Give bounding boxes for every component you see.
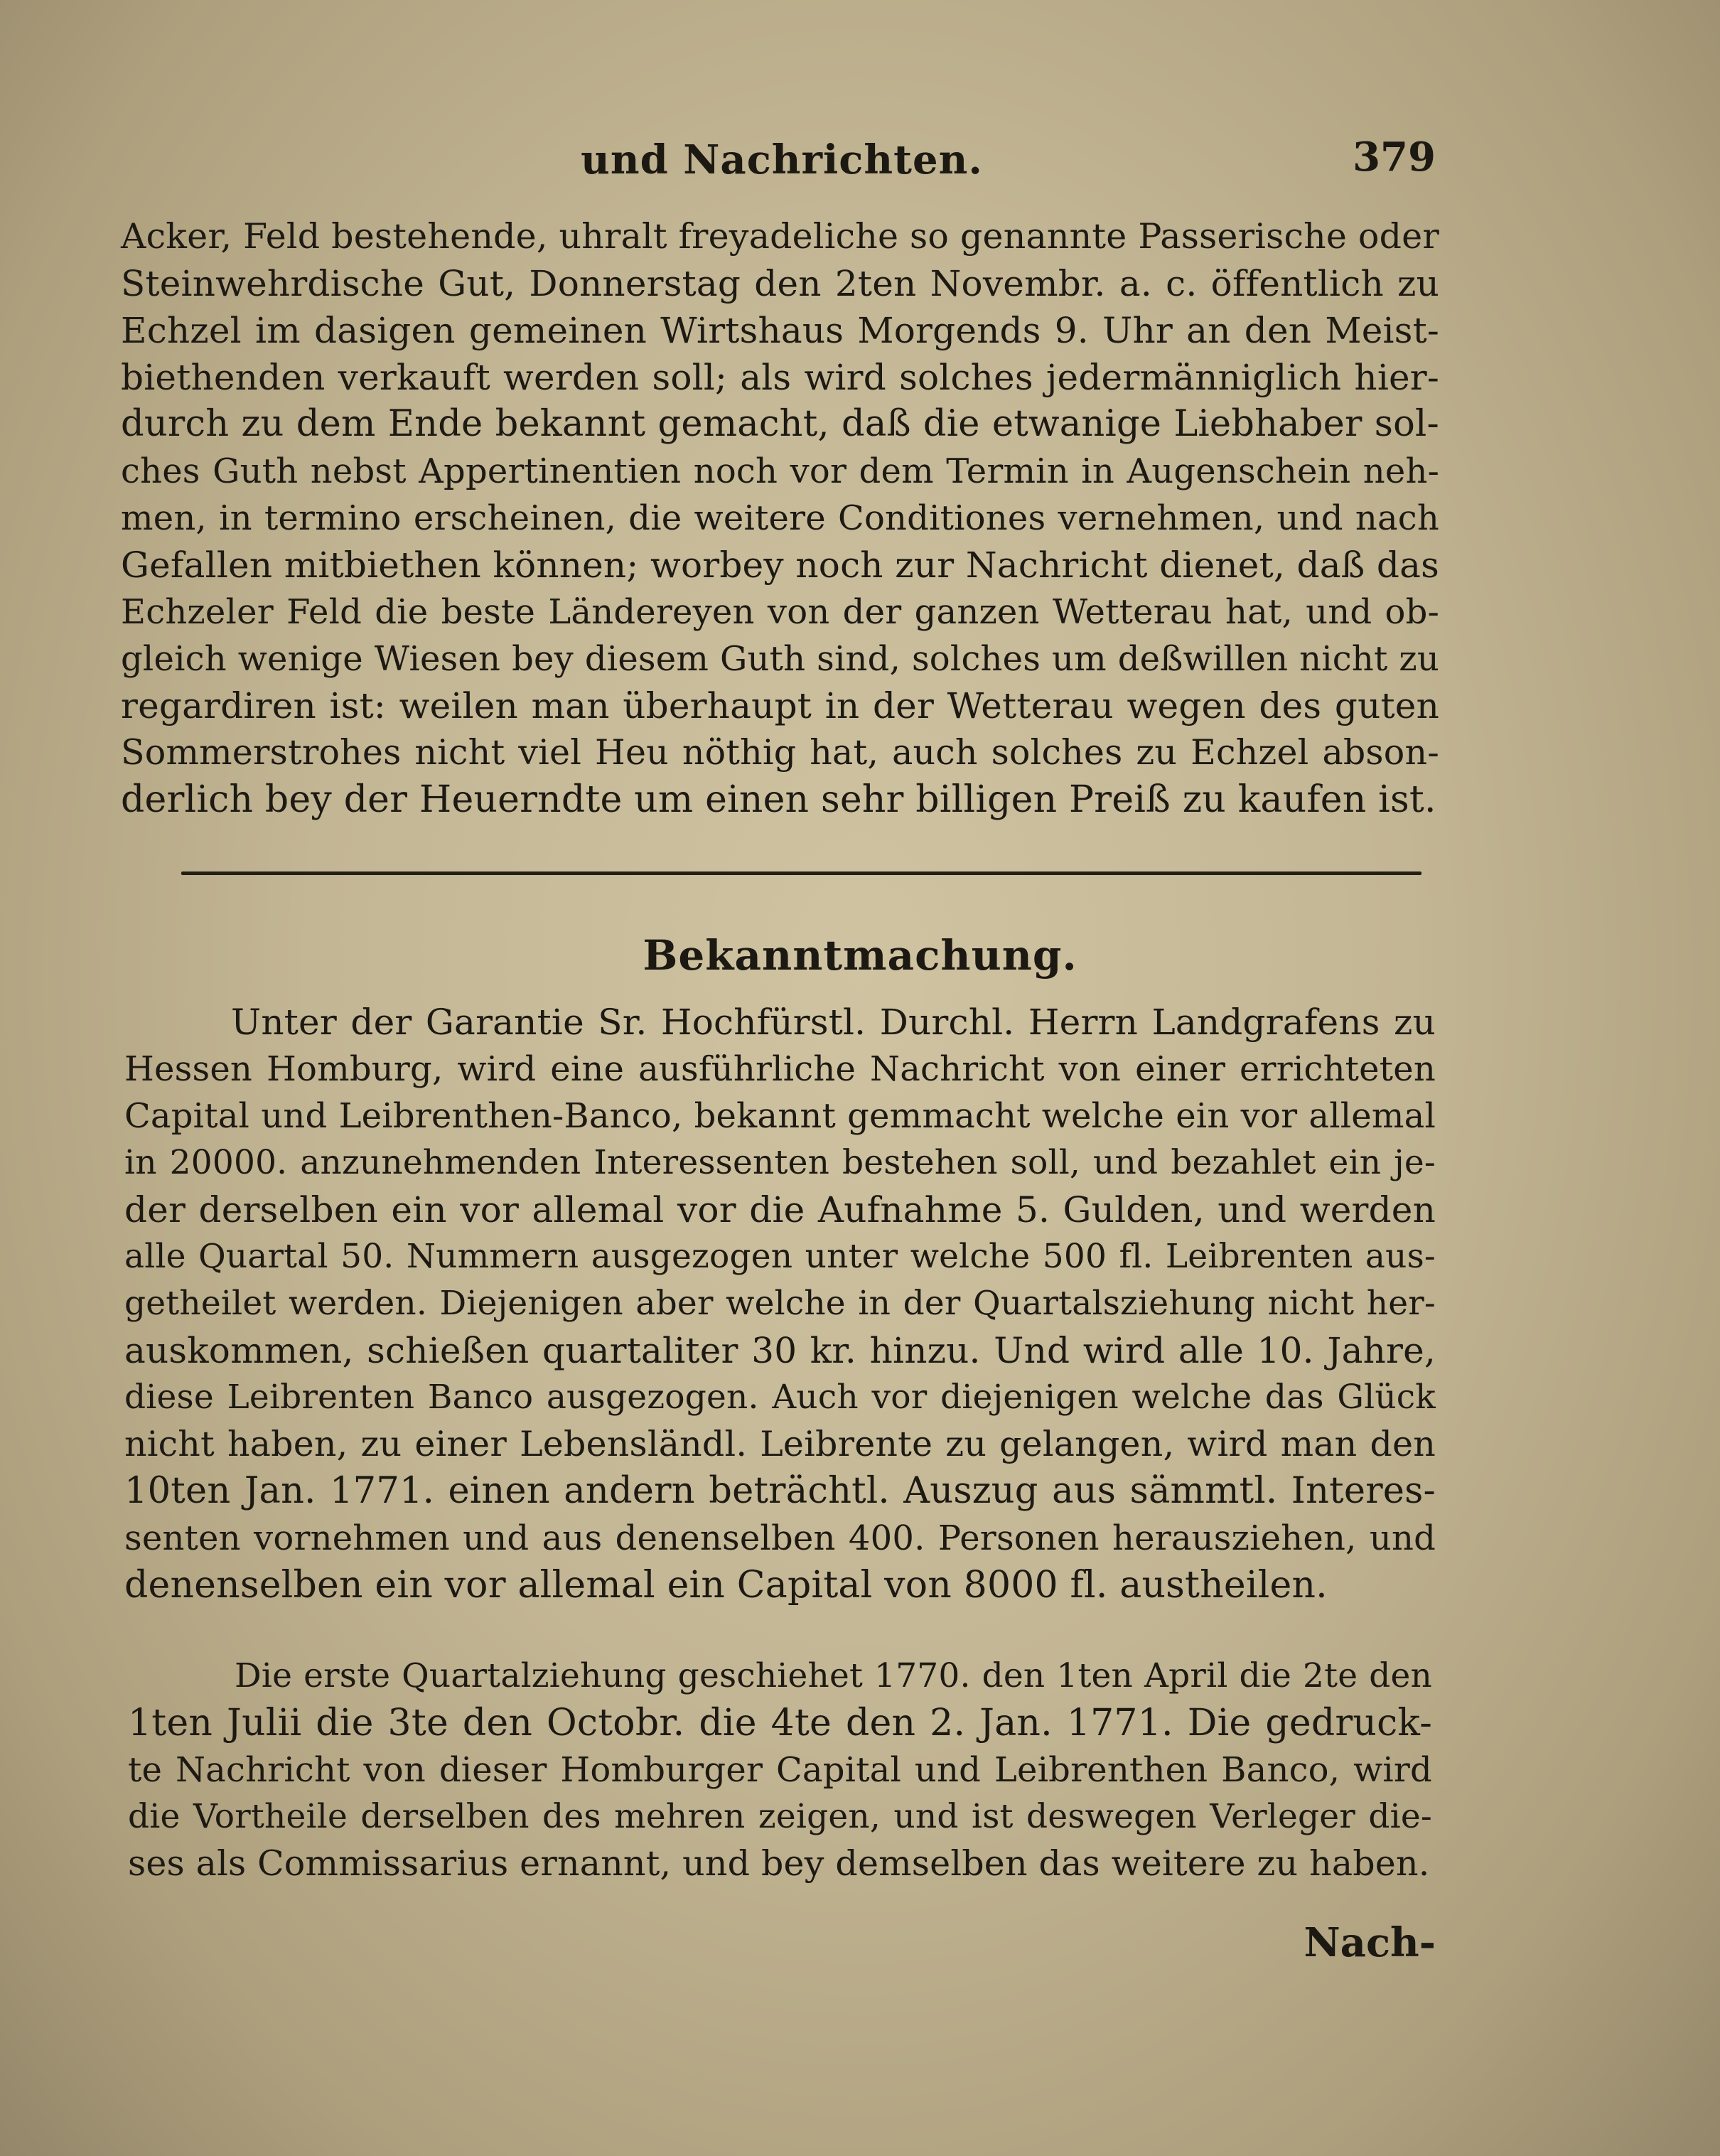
text-line: auskommen, schießen quartaliter 30 kr. hinzu. Und wird alle 10. Jahre, [124, 1330, 1436, 1371]
text-line: gleich wenige Wiesen bey diesem Guth sind, solches um deßwillen nicht zu [121, 639, 1439, 679]
text-line: Steinwehrdische Gut, Donnerstag den 2ten Novembr. a. c. öffentlich zu [121, 263, 1439, 304]
text-line: getheilet werden. Diejenigen aber welche in der Quartalsziehung nicht her- [124, 1284, 1436, 1323]
text-line: Gefallen mitbiethen können; worbey noch zur Nachricht dienet, daß das [121, 545, 1439, 586]
text-line: ses als Commissarius ernannt, und bey demselben das weitere zu haben. [128, 1843, 1430, 1884]
text-line: ches Guth nebst Appertinentien noch vor dem Termin in Augenschein neh- [121, 451, 1439, 491]
text-line: Sommerstrohes nicht viel Heu nöthig hat, auch solches zu Echzel abson- [121, 732, 1439, 773]
text-line: te Nachricht von dieser Homburger Capital und Leibrenthen Banco, wird [128, 1750, 1432, 1790]
section-heading: Bekanntmachung. [643, 931, 1077, 980]
section-divider [181, 871, 1421, 875]
catchword: Nach- [1304, 1919, 1436, 1966]
text-line: Capital und Leibrenthen-Banco, bekannt gemmacht welche ein vor allemal [124, 1096, 1436, 1136]
article-auction-notice [121, 213, 1439, 823]
text-line: der derselben ein vor allemal vor die Aufnahme 5. Gulden, und werden [124, 1189, 1436, 1230]
text-line: die Vortheile derselben des mehren zeigen, und ist deswegen Verleger die- [128, 1797, 1432, 1836]
text-line: in 20000. anzunehmenden Interessenten bestehen soll, und bezahlet ein je- [124, 1143, 1436, 1182]
text-line: Acker, Feld bestehende, uhralt freyadeliche so genannte Passerische oder [121, 216, 1439, 257]
text-line: durch zu dem Ende bekannt gemacht, daß die etwanige Liebhaber sol- [121, 403, 1439, 445]
text-line: 10ten Jan. 1771. einen andern beträchtl. Auszug aus sämmtl. Interes- [124, 1470, 1436, 1512]
text-line: senten vornehmen und aus denenselben 400. Personen herausziehen, und [124, 1518, 1436, 1558]
text-line: Echzel im dasigen gemeinen Wirtshaus Morgends 9. Uhr an den Meist- [121, 310, 1439, 351]
text-line: men, in termino erscheinen, die weitere Conditiones vernehmen, und nach [121, 498, 1439, 538]
page-number: 379 [1353, 134, 1436, 181]
text-line: biethenden verkauft werden soll; als wird solches jedermänniglich hier- [121, 357, 1439, 398]
text-line: Unter der Garantie Sr. Hochfürstl. Durchl. Herrn Landgrafens zu [231, 1002, 1436, 1043]
text-line: regardiren ist: weilen man überhaupt in der Wetterau wegen des guten [121, 685, 1439, 726]
text-line: Hessen Homburg, wird eine ausführliche Nachricht von einer errichteten [124, 1049, 1436, 1089]
text-line: alle Quartal 50. Nummern ausgezogen unter welche 500 fl. Leibrenten aus- [124, 1237, 1436, 1276]
text-line: denenselben ein vor allemal ein Capital von 8000 fl. austheilen. [124, 1564, 1328, 1607]
text-line: diese Leibrenten Banco ausgezogen. Auch vor diejenigen welche das Glück [124, 1378, 1436, 1417]
text-line: Echzeler Feld die beste Ländereyen von der ganzen Wetterau hat, und ob- [121, 592, 1439, 632]
announcement-paragraph-2 [128, 1653, 1432, 1887]
text-line: derlich bey der Heuerndte um einen sehr billigen Preiß zu kaufen ist. [121, 778, 1436, 821]
text-line: Die erste Quartalziehung geschiehet 1770. den 1ten April die 2te den [235, 1656, 1432, 1695]
announcement-paragraph-1 [124, 999, 1436, 1609]
page-header [128, 128, 1436, 192]
text-line: 1ten Julii die 3te den Octobr. die 4te den 2. Jan. 1771. Die gedruck- [128, 1702, 1432, 1744]
running-title: und Nachrichten. [581, 136, 983, 183]
text-line: nicht haben, zu einer Lebensländl. Leibrente zu gelangen, wird man den [124, 1424, 1436, 1464]
